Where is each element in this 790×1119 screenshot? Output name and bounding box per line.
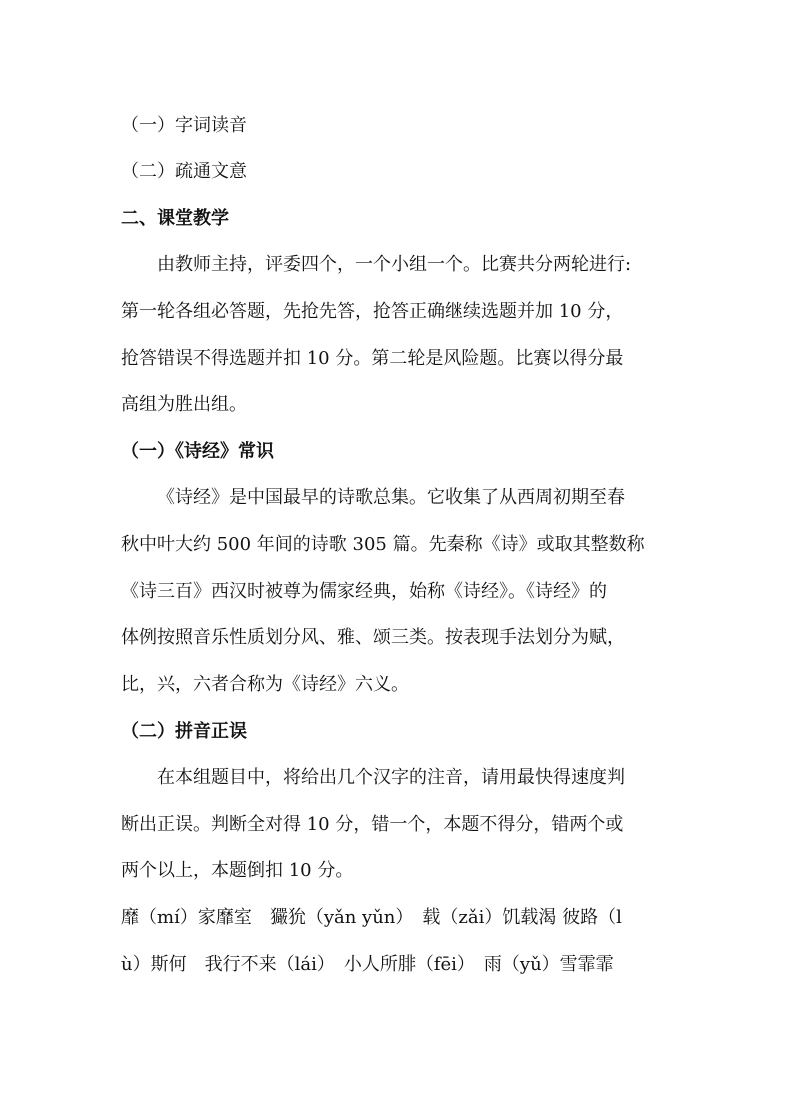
paragraph-pinyin-rules-line: 两个以上，本题倒扣 10 分。 — [121, 860, 354, 881]
subheading-text-meaning: （二）疏通文意 — [121, 161, 247, 182]
section-heading-classroom-teaching: 二、课堂教学 — [121, 208, 229, 229]
pinyin-examples-line: ù）斯何 我行不来（lái） 小人所腓（fēi） 雨（yǔ）雪霏霏 — [121, 954, 614, 975]
paragraph-rules-line: 第一轮各组必答题，先抢先答，抢答正确继续选题并加 10 分， — [121, 301, 624, 322]
paragraph-shijing-line: 《诗经》是中国最早的诗歌总集。它收集了从西周初期至春 — [157, 487, 625, 508]
subheading-pinyin-check: （二）拼音正误 — [121, 721, 247, 742]
paragraph-rules-line: 由教师主持，评委四个，一个小组一个。比赛共分两轮进行: — [157, 254, 632, 275]
paragraph-rules-line: 高组为胜出组。 — [121, 394, 247, 415]
paragraph-pinyin-rules-line: 在本组题目中，将给出几个汉字的注音，请用最快得速度判 — [157, 767, 625, 788]
subheading-word-pronunciation: （一）字词读音 — [121, 115, 247, 136]
pinyin-examples-line: 靡（mí）家靡室 玁狁（yǎn yǔn） 载（zǎi）饥载渴 彼路（l — [121, 907, 622, 928]
paragraph-shijing-line: 秋中叶大约 500 年间的诗歌 305 篇。先秦称《诗》或取其整数称 — [121, 534, 645, 555]
paragraph-shijing-line: 《诗三百》西汉时被尊为儒家经典，始称《诗经》。《诗经》的 — [121, 581, 607, 602]
paragraph-pinyin-rules-line: 断出正误。判断全对得 10 分，错一个，本题不得分，错两个或 — [121, 814, 624, 835]
paragraph-shijing-line: 比，兴，六者合称为《诗经》六义。 — [121, 674, 409, 695]
paragraph-shijing-line: 体例按照音乐性质划分风、雅、颂三类。按表现手法划分为赋， — [121, 627, 625, 648]
subheading-shijing-knowledge: （一）《诗经》常识 — [121, 441, 274, 462]
paragraph-rules-line: 抢答错误不得选题并扣 10 分。第二轮是风险题。比赛以得分最 — [121, 348, 624, 369]
